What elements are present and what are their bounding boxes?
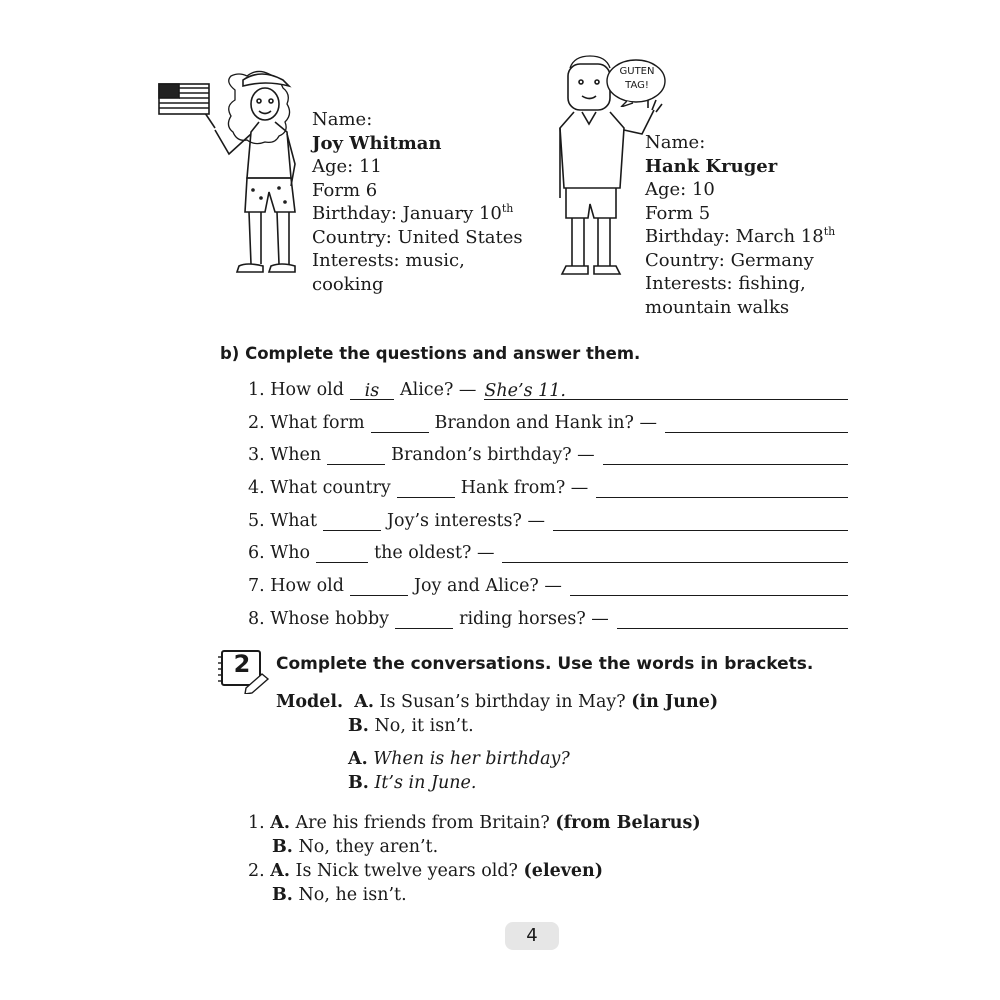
answer-blank[interactable] <box>371 414 429 433</box>
answer-blank[interactable] <box>395 610 453 629</box>
profile-name: Hank Kruger <box>645 155 778 177</box>
profile-birthday: Birthday: March 18th <box>645 225 836 247</box>
speech-bubble-line-2: TAG! <box>625 80 649 91</box>
profile-interests: Interests: fishing, <box>645 273 806 294</box>
answer-line[interactable] <box>553 512 848 531</box>
speech-bubble-line-1: GUTEN <box>619 66 655 77</box>
answer-line[interactable] <box>665 414 848 433</box>
answer-blank[interactable] <box>397 479 455 498</box>
exercise-number: 2 <box>233 650 251 678</box>
section-b-heading: b) Complete the questions and answer them. <box>220 344 641 363</box>
profile-birthday: Birthday: January 10th <box>312 202 514 224</box>
model-line-b2: B. It’s in June. <box>348 773 477 793</box>
question-row: 5. What Joy’s interests? — <box>248 507 848 531</box>
profile-country: Country: Germany <box>645 249 814 271</box>
question-row: 8. Whose hobby riding horses? — <box>248 605 848 629</box>
answer-line[interactable] <box>502 544 848 563</box>
answer-line[interactable] <box>596 479 848 498</box>
profile-country: Country: United States <box>312 226 523 248</box>
profile-card-joy <box>312 108 552 296</box>
exercise-2-heading: Complete the conversations. Use the words in brackets. <box>276 654 814 674</box>
profile-age: Age: 10 <box>645 179 715 200</box>
answer-line[interactable]: She’s 11. <box>484 381 848 400</box>
question-row: 4. What country Hank from? — <box>248 474 848 498</box>
answer-blank[interactable] <box>323 512 381 531</box>
conversation-item-2: 2. A. Is Nick twelve years old? (eleven) B. No, he isn’t. <box>248 861 604 905</box>
model-line-b1: B. No, it isn’t. <box>348 716 474 736</box>
girl-with-flag-illustration <box>155 70 315 285</box>
question-row: 2. What form Brandon and Hank in? — <box>248 409 848 433</box>
model-line-a1: Model. A. Is Susan’s birthday in May? (in June) <box>276 692 719 712</box>
page-number: 4 <box>505 922 559 950</box>
question-row: 7. How old Joy and Alice? — <box>248 572 848 596</box>
answer-blank[interactable]: is <box>350 381 394 400</box>
profile-card-hank <box>645 131 885 319</box>
conversation-item-1: 1. A. Are his friends from Britain? (from Belarus) B. No, they aren’t. <box>248 813 701 857</box>
answer-line[interactable] <box>570 577 848 596</box>
profile-form: Form 6 <box>312 179 378 201</box>
answer-line[interactable] <box>603 446 848 465</box>
model-line-a2: A. When is her birthday? <box>348 749 570 769</box>
answer-blank[interactable] <box>327 446 385 465</box>
profile-age: Age: 11 <box>312 156 382 177</box>
name-label: Name: <box>645 132 706 153</box>
profile-interests-cont: cooking <box>312 273 384 295</box>
question-row: 3. When Brandon’s birthday? — <box>248 441 848 465</box>
model-block <box>276 690 718 795</box>
question-row: 1. How old is Alice? — She’s 11. <box>248 376 848 400</box>
answer-blank[interactable] <box>316 544 368 563</box>
profile-interests-cont: mountain walks <box>645 296 790 318</box>
answer-blank[interactable] <box>350 577 408 596</box>
answer-line[interactable] <box>617 610 848 629</box>
profile-interests: Interests: music, <box>312 250 465 271</box>
question-row: 6. Who the oldest? — <box>248 539 848 563</box>
profile-name: Joy Whitman <box>312 132 442 154</box>
name-label: Name: <box>312 109 373 130</box>
profile-form: Form 5 <box>645 202 711 224</box>
